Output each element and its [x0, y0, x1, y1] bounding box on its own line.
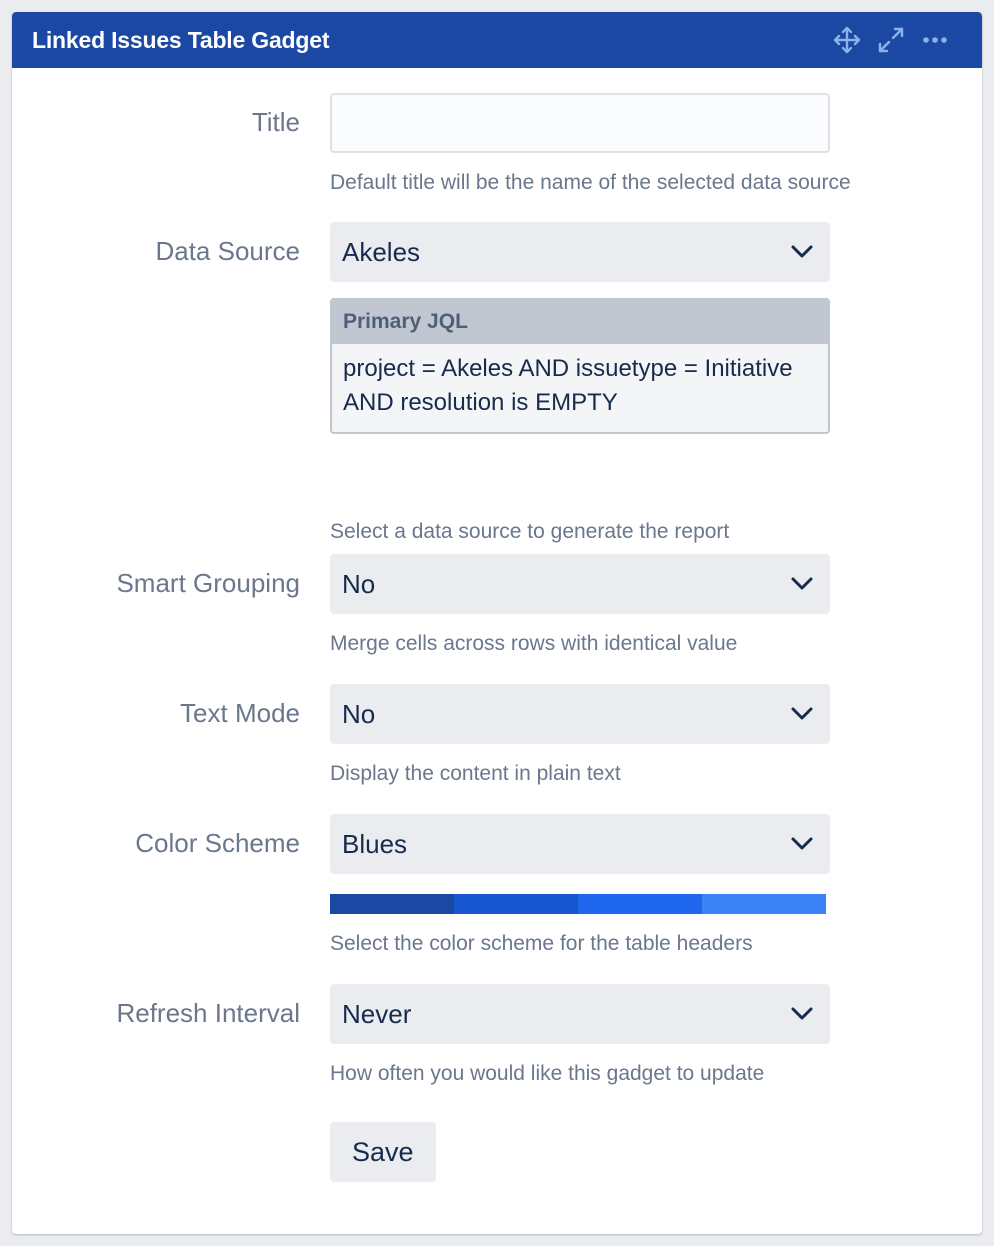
smart-grouping-help: Merge cells across rows with identical value: [330, 632, 738, 655]
header-actions: [832, 25, 962, 55]
data-source-label: Data Source: [155, 236, 300, 266]
expand-icon[interactable]: [876, 25, 906, 55]
color-scheme-select[interactable]: [330, 814, 830, 874]
chevron-down-icon: [790, 576, 814, 592]
text-mode-help: Display the content in plain text: [330, 762, 621, 785]
gadget-header: [12, 12, 982, 68]
text-mode-value: No: [342, 698, 376, 729]
chevron-down-icon: [790, 706, 814, 722]
more-icon[interactable]: [920, 25, 950, 55]
text-mode-label: Text Mode: [180, 698, 300, 728]
smart-grouping-label: Smart Grouping: [116, 568, 300, 598]
chevron-down-icon: [790, 836, 814, 852]
title-input[interactable]: [330, 93, 830, 153]
title-help: Default title will be the name of the selected data source: [330, 171, 851, 194]
title-label: Title: [251, 107, 300, 137]
smart-grouping-value: No: [342, 568, 376, 599]
color-swatch-4: [702, 894, 826, 914]
color-scheme-value: Blues: [342, 828, 408, 859]
color-swatch-3: [578, 894, 702, 914]
move-icon[interactable]: [832, 25, 862, 55]
gadget-title: Linked Issues Table Gadget: [32, 26, 330, 53]
data-source-help: Select a data source to generate the report: [330, 520, 730, 543]
chevron-down-icon: [790, 1006, 814, 1022]
refresh-interval-help: How often you would like this gadget to update: [330, 1062, 765, 1085]
color-scheme-help: Select the color scheme for the table headers: [330, 932, 753, 955]
color-swatch-2: [454, 894, 578, 914]
data-source-value: Akeles: [342, 236, 421, 267]
primary-jql-text: project = Akeles AND issuetype = Initiative AND resolution is EMPTY: [343, 355, 793, 416]
primary-jql-header: Primary JQL: [332, 300, 828, 344]
refresh-interval-label: Refresh Interval: [116, 998, 300, 1028]
primary-jql-box: [330, 298, 830, 434]
color-swatch-1: [330, 894, 454, 914]
gadget-panel: [12, 12, 982, 1234]
chevron-down-icon: [790, 244, 814, 260]
color-scheme-swatches: [330, 894, 826, 914]
smart-grouping-select[interactable]: [330, 554, 830, 614]
color-scheme-label: Color Scheme: [135, 828, 300, 858]
save-button[interactable]: Save: [330, 1122, 436, 1182]
refresh-interval-value: Never: [342, 998, 412, 1029]
text-mode-select[interactable]: [330, 684, 830, 744]
data-source-select[interactable]: [330, 222, 830, 282]
refresh-interval-select[interactable]: [330, 984, 830, 1044]
